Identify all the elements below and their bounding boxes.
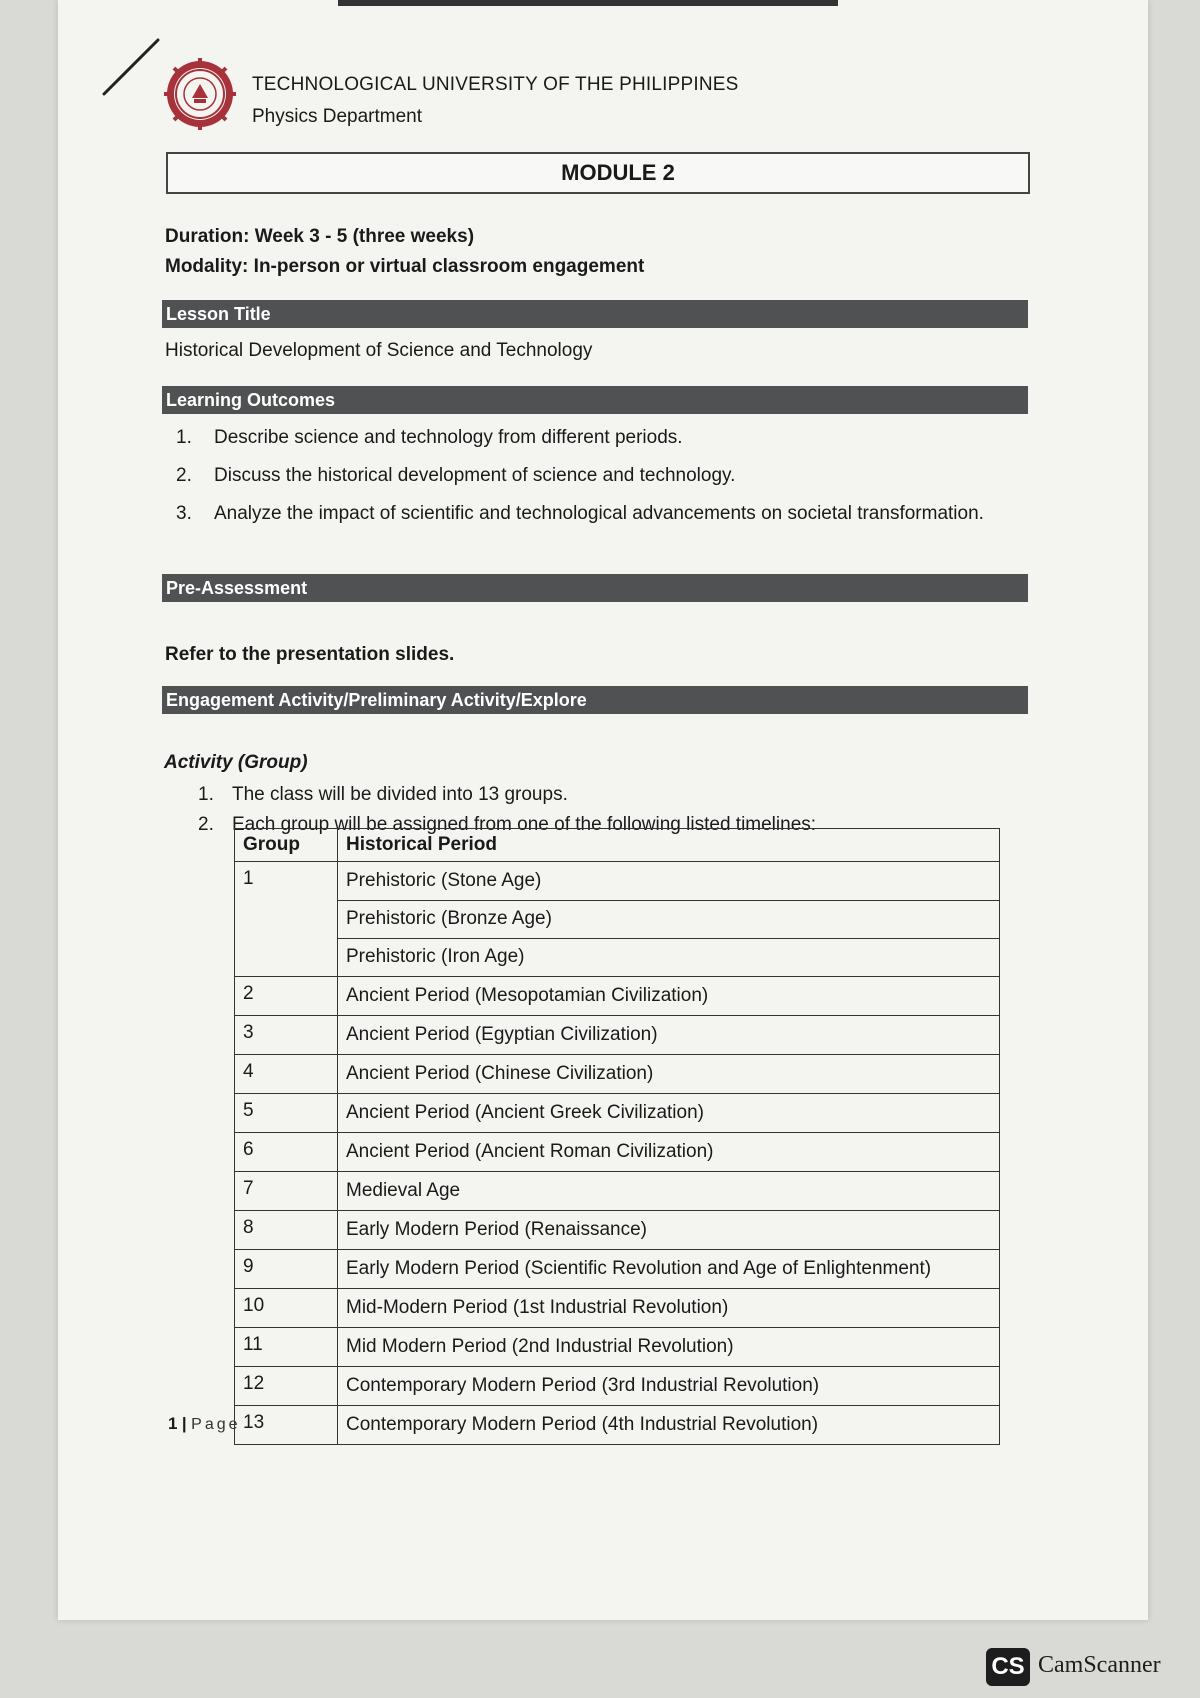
group-cell: 4 — [235, 1055, 338, 1094]
table-row — [235, 1250, 1000, 1289]
list-text: Each group will be assigned from one of the following listed timelines: — [232, 814, 817, 835]
table-row — [235, 1172, 1000, 1211]
period-cell: Prehistoric (Stone Age) — [338, 862, 1000, 901]
column-header-group: Group — [235, 829, 338, 862]
table-row — [235, 1211, 1000, 1250]
list-number: 2. — [176, 465, 192, 486]
group-cell: 1 — [235, 862, 338, 901]
period-cell: Ancient Period (Chinese Civilization) — [338, 1055, 1000, 1094]
table-row — [235, 1328, 1000, 1367]
period-cell: Ancient Period (Ancient Roman Civilization) — [338, 1133, 1000, 1172]
group-cell: 5 — [235, 1094, 338, 1133]
table-header-row — [235, 829, 1000, 862]
group-cell: 10 — [235, 1289, 338, 1328]
modality-text: Modality: In-person or virtual classroom engagement — [165, 256, 645, 277]
list-number: 1. — [176, 427, 192, 448]
list-item — [176, 500, 1016, 528]
camscanner-name: CamScanner — [1038, 1652, 1161, 1678]
table-row — [235, 1406, 1000, 1445]
historical-periods-table — [234, 828, 1000, 1445]
camscanner-logo-text: CS — [991, 1653, 1025, 1680]
table-row — [235, 1016, 1000, 1055]
period-cell: Ancient Period (Egyptian Civilization) — [338, 1016, 1000, 1055]
period-cell: Contemporary Modern Period (3rd Industrial Revolution) — [338, 1367, 1000, 1406]
lesson-title-text: Historical Development of Science and Technology — [165, 340, 593, 361]
period-cell: Ancient Period (Ancient Greek Civilization) — [338, 1094, 1000, 1133]
group-cell: 2 — [235, 977, 338, 1016]
period-cell: Mid Modern Period (2nd Industrial Revolution) — [338, 1328, 1000, 1367]
table-row — [235, 938, 1000, 977]
period-cell: Early Modern Period (Renaissance) — [338, 1211, 1000, 1250]
period-cell: Prehistoric (Bronze Age) — [338, 900, 1000, 938]
list-text: Discuss the historical development of science and technology. — [214, 465, 736, 486]
module-title: MODULE 2 — [561, 160, 675, 185]
column-header-period: Historical Period — [338, 829, 1000, 862]
pen-stroke-icon — [100, 36, 162, 98]
page-footer — [168, 1414, 241, 1434]
lesson-title-heading: Lesson Title — [162, 300, 1028, 328]
page-separator: | — [181, 1414, 187, 1433]
learning-outcomes-heading: Learning Outcomes — [162, 386, 1028, 414]
group-cell: 8 — [235, 1211, 338, 1250]
page-label: Page — [191, 1416, 241, 1433]
table-row — [235, 1367, 1000, 1406]
activity-title: Activity (Group) — [164, 752, 308, 773]
list-item — [176, 462, 1016, 490]
list-text: Analyze the impact of scientific and technological advancements on societal transformation. — [214, 503, 984, 524]
group-cell — [235, 938, 338, 977]
camscanner-logo-icon — [986, 1648, 1030, 1686]
period-cell: Medieval Age — [338, 1172, 1000, 1211]
university-seal-icon — [164, 58, 236, 130]
table-row — [235, 1289, 1000, 1328]
group-cell: 13 — [235, 1406, 338, 1445]
engagement-activity-heading: Engagement Activity/Preliminary Activity/Explore — [162, 686, 1028, 714]
pre-assessment-heading: Pre-Assessment — [162, 574, 1028, 602]
list-number: 3. — [176, 503, 192, 524]
university-name: TECHNOLOGICAL UNIVERSITY OF THE PHILIPPINES — [252, 74, 739, 95]
period-cell: Early Modern Period (Scientific Revolution and Age of Enlightenment) — [338, 1250, 1000, 1289]
period-cell: Prehistoric (Iron Age) — [338, 938, 1000, 977]
department-name: Physics Department — [252, 106, 423, 127]
table-row — [235, 1133, 1000, 1172]
list-item — [176, 424, 1016, 452]
scan-edge-shadow — [338, 0, 838, 6]
period-cell: Ancient Period (Mesopotamian Civilization) — [338, 977, 1000, 1016]
list-number: 1. — [198, 784, 214, 805]
group-cell: 12 — [235, 1367, 338, 1406]
group-cell — [235, 900, 338, 938]
group-cell: 9 — [235, 1250, 338, 1289]
module-title-box — [166, 152, 1030, 194]
group-cell: 11 — [235, 1328, 338, 1367]
period-cell: Mid-Modern Period (1st Industrial Revolution) — [338, 1289, 1000, 1328]
page-number: 1 — [168, 1414, 178, 1433]
period-cell: Contemporary Modern Period (4th Industrial Revolution) — [338, 1406, 1000, 1445]
table-row — [235, 1094, 1000, 1133]
list-item — [198, 780, 816, 810]
list-text: Describe science and technology from different periods. — [214, 427, 683, 448]
pre-assessment-text: Refer to the presentation slides. — [165, 644, 455, 665]
learning-outcomes-list — [176, 424, 1016, 538]
group-cell: 6 — [235, 1133, 338, 1172]
list-number: 2. — [198, 814, 214, 835]
list-text: The class will be divided into 13 groups. — [232, 784, 568, 805]
table-row — [235, 1055, 1000, 1094]
table-row — [235, 900, 1000, 938]
table-row — [235, 862, 1000, 901]
group-cell: 3 — [235, 1016, 338, 1055]
duration-text: Duration: Week 3 - 5 (three weeks) — [165, 226, 475, 247]
table-row — [235, 977, 1000, 1016]
group-cell: 7 — [235, 1172, 338, 1211]
